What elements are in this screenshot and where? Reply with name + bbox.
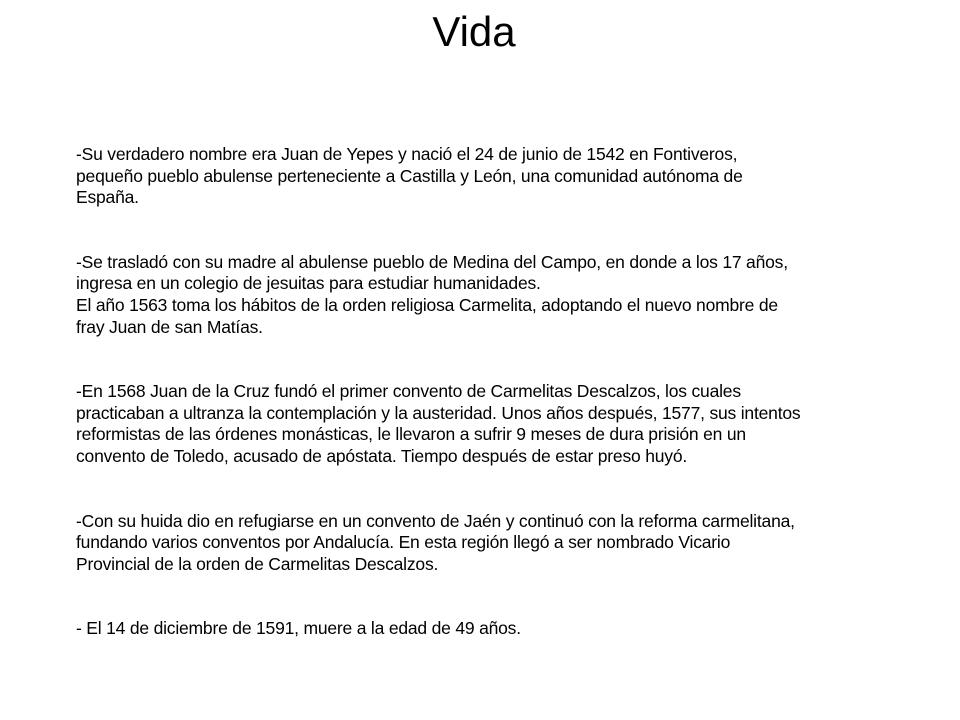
slide-title: Vida: [432, 8, 516, 55]
paragraph-death: - El 14 de diciembre de 1591, muere a la edad de 49 años.: [76, 618, 521, 639]
paragraph-escape-jaen: -Con su huida dio en refugiarse en un convento de Jaén y continuó con la reforma carmelitana, fundando varios conventos por Andalucía. En esta región llegó a ser nombrado Vicario Provincial de la orden de Carmelitas Descalzos.: [76, 510, 795, 574]
paragraph-move-medina: -Se trasladó con su madre al abulense pueblo de Medina del Campo, en donde a los 17 años, ingresa en un colegio de jesuitas para estudiar humanidades.: [76, 251, 788, 294]
paragraph-founding-convent: -En 1568 Juan de la Cruz fundó el primer convento de Carmelitas Descalzos, los cuales practicaban a ultranza la contemplación y la austeridad. Unos años después, 1577, sus intentos reformistas de las órdenes monásticas, le llevaron a sufrir 9 meses de dura prisión en un convento de Toledo, acusado de apóstata. Tiempo después de estar preso huyó.: [76, 381, 801, 466]
paragraph-birth: -Su verdadero nombre era Juan de Yepes y nació el 24 de junio de 1542 en Fontiveros, pequeño pueblo abulense perteneciente a Castilla y León, una comunidad autónoma de España.: [76, 144, 743, 208]
paragraph-carmelite-habit: El año 1563 toma los hábitos de la orden religiosa Carmelita, adoptando el nuevo nombre de fray Juan de san Matías.: [76, 294, 778, 337]
slide-body: [76, 144, 876, 640]
